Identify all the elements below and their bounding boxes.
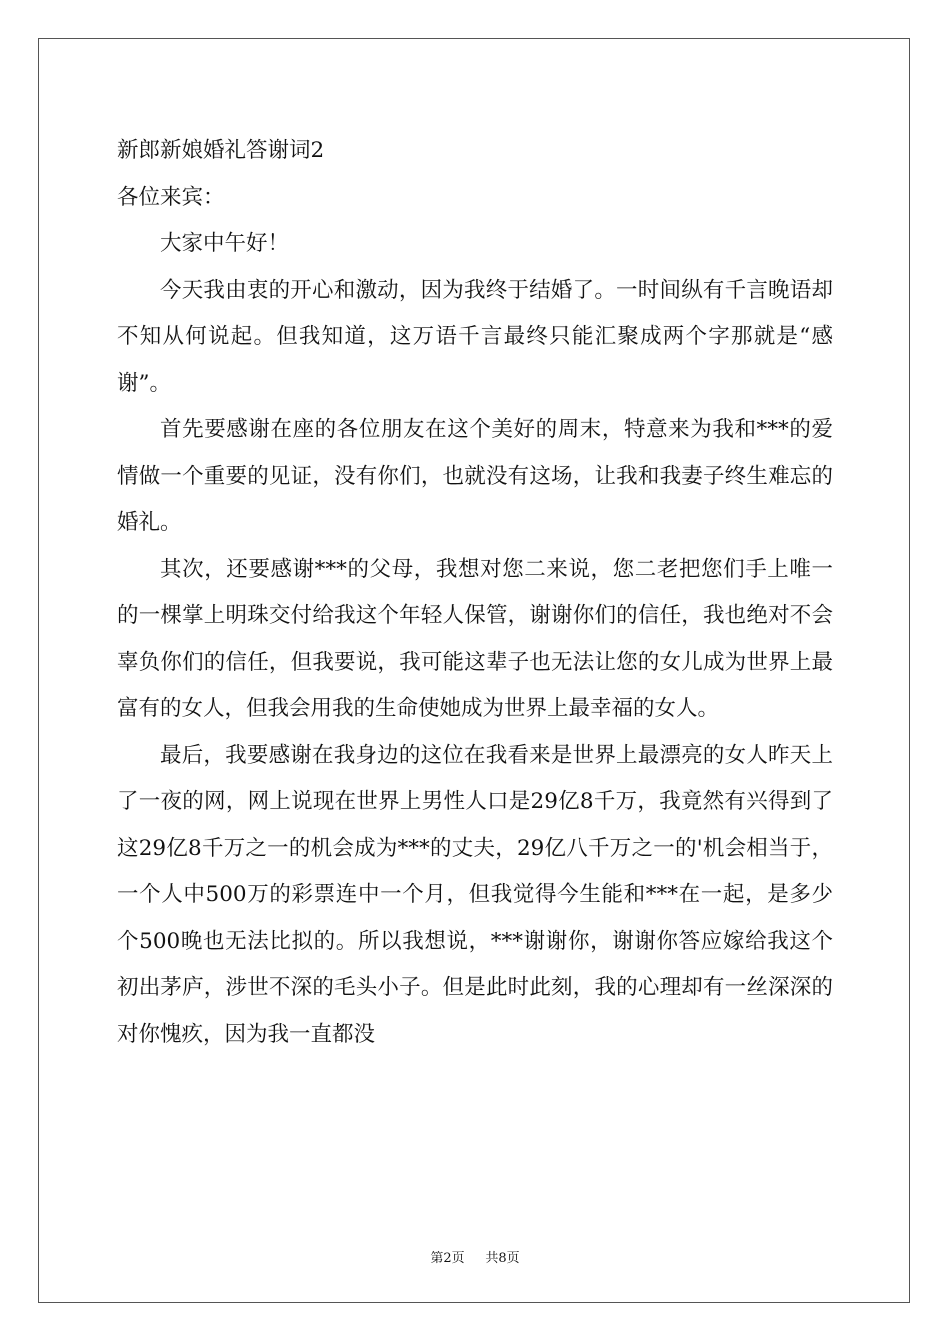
document-title: 新郎新娘婚礼答谢词2 (117, 138, 325, 163)
paragraph-4: 最后，我要感谢在我身边的这位在我看来是世界上最漂亮的女人昨天上了一夜的网，网上说现在世界上男性人口是29亿8千万，我竟然有兴得到了这29亿8千万之一的机会成为***的丈夫，29亿八千万之一的'机会相当于，一个人中500万的彩票连中一个月，但我觉得今生能和***在一起，是多少个500晚也无法比拟的。所以我想说，***谢谢你，谢谢你答应嫁给我这个初出茅庐，涉世不深的毛头小子。但是此时此刻，我的心理却有一丝深深的对你愧疚，因为我一直都没 (117, 742, 833, 1047)
document-body (117, 128, 833, 1058)
paragraph-1: 今天我由衷的开心和激动，因为我终于结婚了。一时间纵有千言晚语却不知从何说起。但我知道，这万语千言最终只能汇聚成两个字那就是“感谢”。 (117, 277, 833, 396)
page-footer (0, 1247, 950, 1266)
page-number: 第2页 (430, 1251, 465, 1266)
salutation: 各位来宾： (117, 184, 225, 210)
paragraph-2: 首先要感谢在座的各位朋友在这个美好的周末，特意来为我和***的爱情做一个重要的见证，没有你们，也就没有这场，让我和我妻子终生难忘的婚礼。 (117, 417, 833, 535)
total-pages: 共8页 (485, 1251, 520, 1266)
paragraph-3: 其次，还要感谢***的父母，我想对您二来说，您二老把您们手上唯一的一棵掌上明珠交付给我这个年轻人保管，谢谢你们的信任，我也绝对不会辜负你们的信任，但我要说，我可能这辈子也无法让您的女儿成为世界上最富有的女人，但我会用我的生命使她成为世界上最幸福的女人。 (117, 556, 833, 721)
greeting: 大家中午好！ (160, 231, 290, 256)
